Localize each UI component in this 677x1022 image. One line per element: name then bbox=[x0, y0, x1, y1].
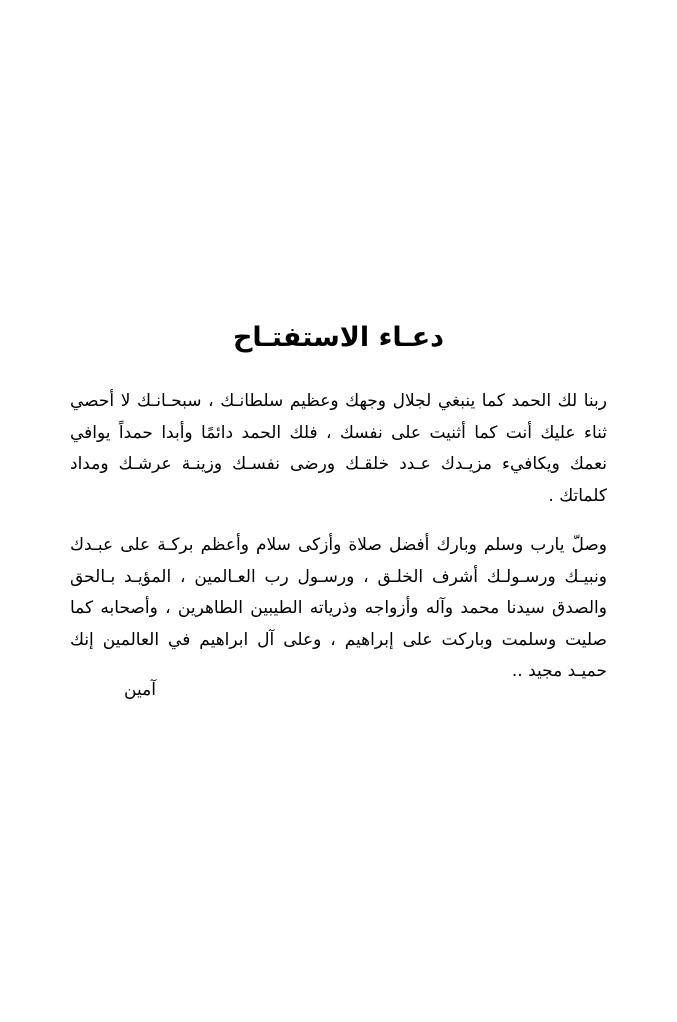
prayer-paragraph-praise: ربنا لك الحمد كما ينبغي لجلال وجهك وعظيم سلطانـك ، سبحـانـك لا أحصي ثناء عليك أنت كما أثنيت على نفسك ، فلك الحمد دائمًا وأبدا حمداً يوافي نعمك ويكافيء مزيـدك عـدد خلقـك ورضى نفسـك وزينـة عرشـك ومداد كلماتك . bbox=[70, 391, 607, 506]
closing-amen: آمين bbox=[124, 680, 156, 700]
page-title: دعـاء الاستفتـاح bbox=[232, 322, 445, 353]
prayer-paragraph-blessing: وصلّ يارب وسلم وبارك أفضل صلاة وأزكى سلام وأعظم بركـة على عبـدك ونبيـك ورسـولـك أشرف الخلـق ، ورسـول رب العـالمين ، المؤيـد بـالحق والصدق سيدنا محمد وآله وأزواجه وذرياته الطيبين الطاهرين ، وأصحابه كما صليت وسلمت وباركت على إبراهيم ، وعلى آل ابراهيم في العالمين إنك حميـد مجيد .. bbox=[70, 535, 607, 681]
